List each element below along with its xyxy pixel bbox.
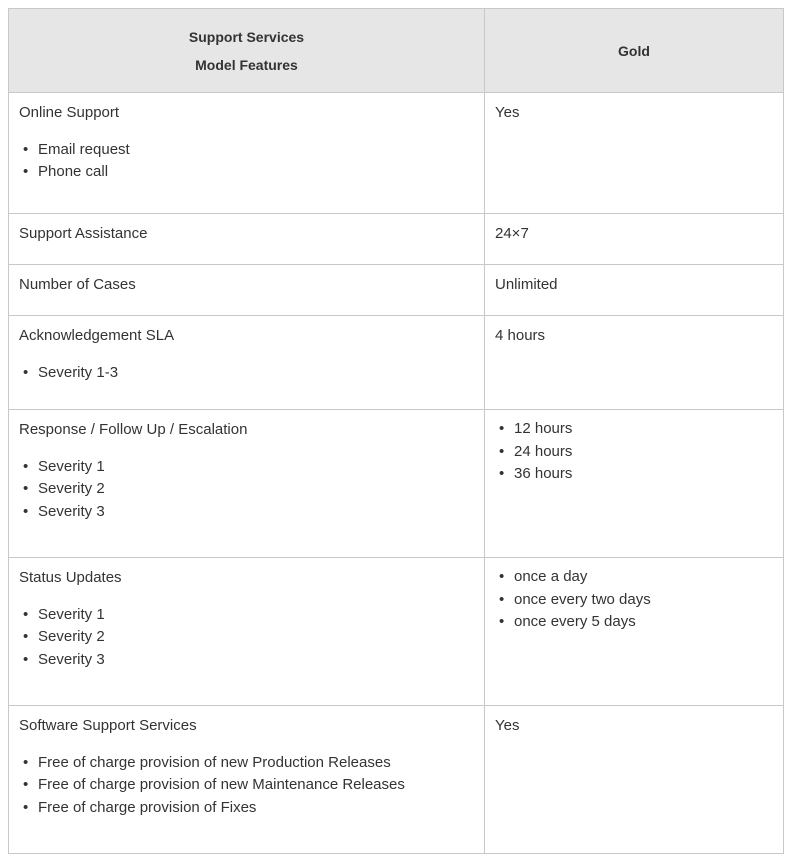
header-features-line2: Model Features (195, 56, 298, 73)
list-item: • Severity 1 (19, 456, 474, 479)
list-item: • Severity 1-3 (19, 362, 474, 385)
header-gold: Gold (485, 9, 784, 93)
list-item: • Phone call (19, 161, 474, 184)
feature-title: Response / Follow Up / Escalation (19, 421, 248, 438)
table-row (9, 93, 784, 214)
feature-cell (9, 410, 485, 558)
table-row (9, 316, 784, 410)
feature-title: Acknowledgement SLA (19, 327, 175, 344)
list-item: • Severity 2 (19, 626, 474, 649)
table-body (9, 93, 784, 854)
feature-title: Support Assistance (19, 225, 148, 242)
value-bullet-list (495, 566, 773, 634)
table-header (9, 9, 784, 93)
list-item: • Free of charge provision of new Production Releases (19, 752, 474, 775)
list-item: • Severity 3 (19, 501, 474, 524)
feature-bullet-list (19, 362, 474, 385)
list-item: • Free of charge provision of Fixes (19, 797, 474, 820)
feature-cell (9, 93, 485, 214)
feature-title: Status Updates (19, 569, 122, 586)
header-row (9, 9, 784, 93)
list-item: • 24 hours (495, 441, 773, 464)
value-cell (485, 706, 784, 854)
list-item: • Email request (19, 139, 474, 162)
list-item: • once a day (495, 566, 773, 589)
value-text: Yes (495, 717, 520, 734)
value-cell (485, 214, 784, 265)
table-row (9, 214, 784, 265)
list-item: • Severity 3 (19, 649, 474, 672)
header-features (9, 9, 485, 93)
feature-cell (9, 316, 485, 410)
feature-cell (9, 265, 485, 316)
feature-bullet-list (19, 139, 474, 184)
feature-title: Online Support (19, 104, 120, 121)
value-text: 24×7 (495, 225, 529, 242)
value-text: Yes (495, 104, 520, 121)
feature-cell (9, 214, 485, 265)
list-item: • Severity 2 (19, 478, 474, 501)
list-item: • once every two days (495, 589, 773, 612)
value-cell (485, 410, 784, 558)
feature-cell (9, 706, 485, 854)
table-row (9, 410, 784, 558)
value-cell (485, 558, 784, 706)
list-item: • 12 hours (495, 418, 773, 441)
header-features-line1: Support Services (188, 28, 305, 45)
value-cell (485, 316, 784, 410)
feature-bullet-list (19, 752, 474, 820)
table-row (9, 706, 784, 854)
list-item: • Free of charge provision of new Maintenance Releases (19, 774, 474, 797)
list-item: • Severity 1 (19, 604, 474, 627)
list-item: • once every 5 days (495, 611, 773, 634)
value-text: 4 hours (495, 327, 546, 344)
table-row (9, 265, 784, 316)
support-services-table (8, 8, 784, 854)
feature-cell (9, 558, 485, 706)
feature-title: Number of Cases (19, 276, 136, 293)
value-text: Unlimited (495, 276, 558, 293)
value-cell (485, 265, 784, 316)
value-cell (485, 93, 784, 214)
feature-title: Software Support Services (19, 717, 197, 734)
table-row (9, 558, 784, 706)
list-item: • 36 hours (495, 463, 773, 486)
feature-bullet-list (19, 604, 474, 672)
value-bullet-list (495, 418, 773, 486)
feature-bullet-list (19, 456, 474, 524)
